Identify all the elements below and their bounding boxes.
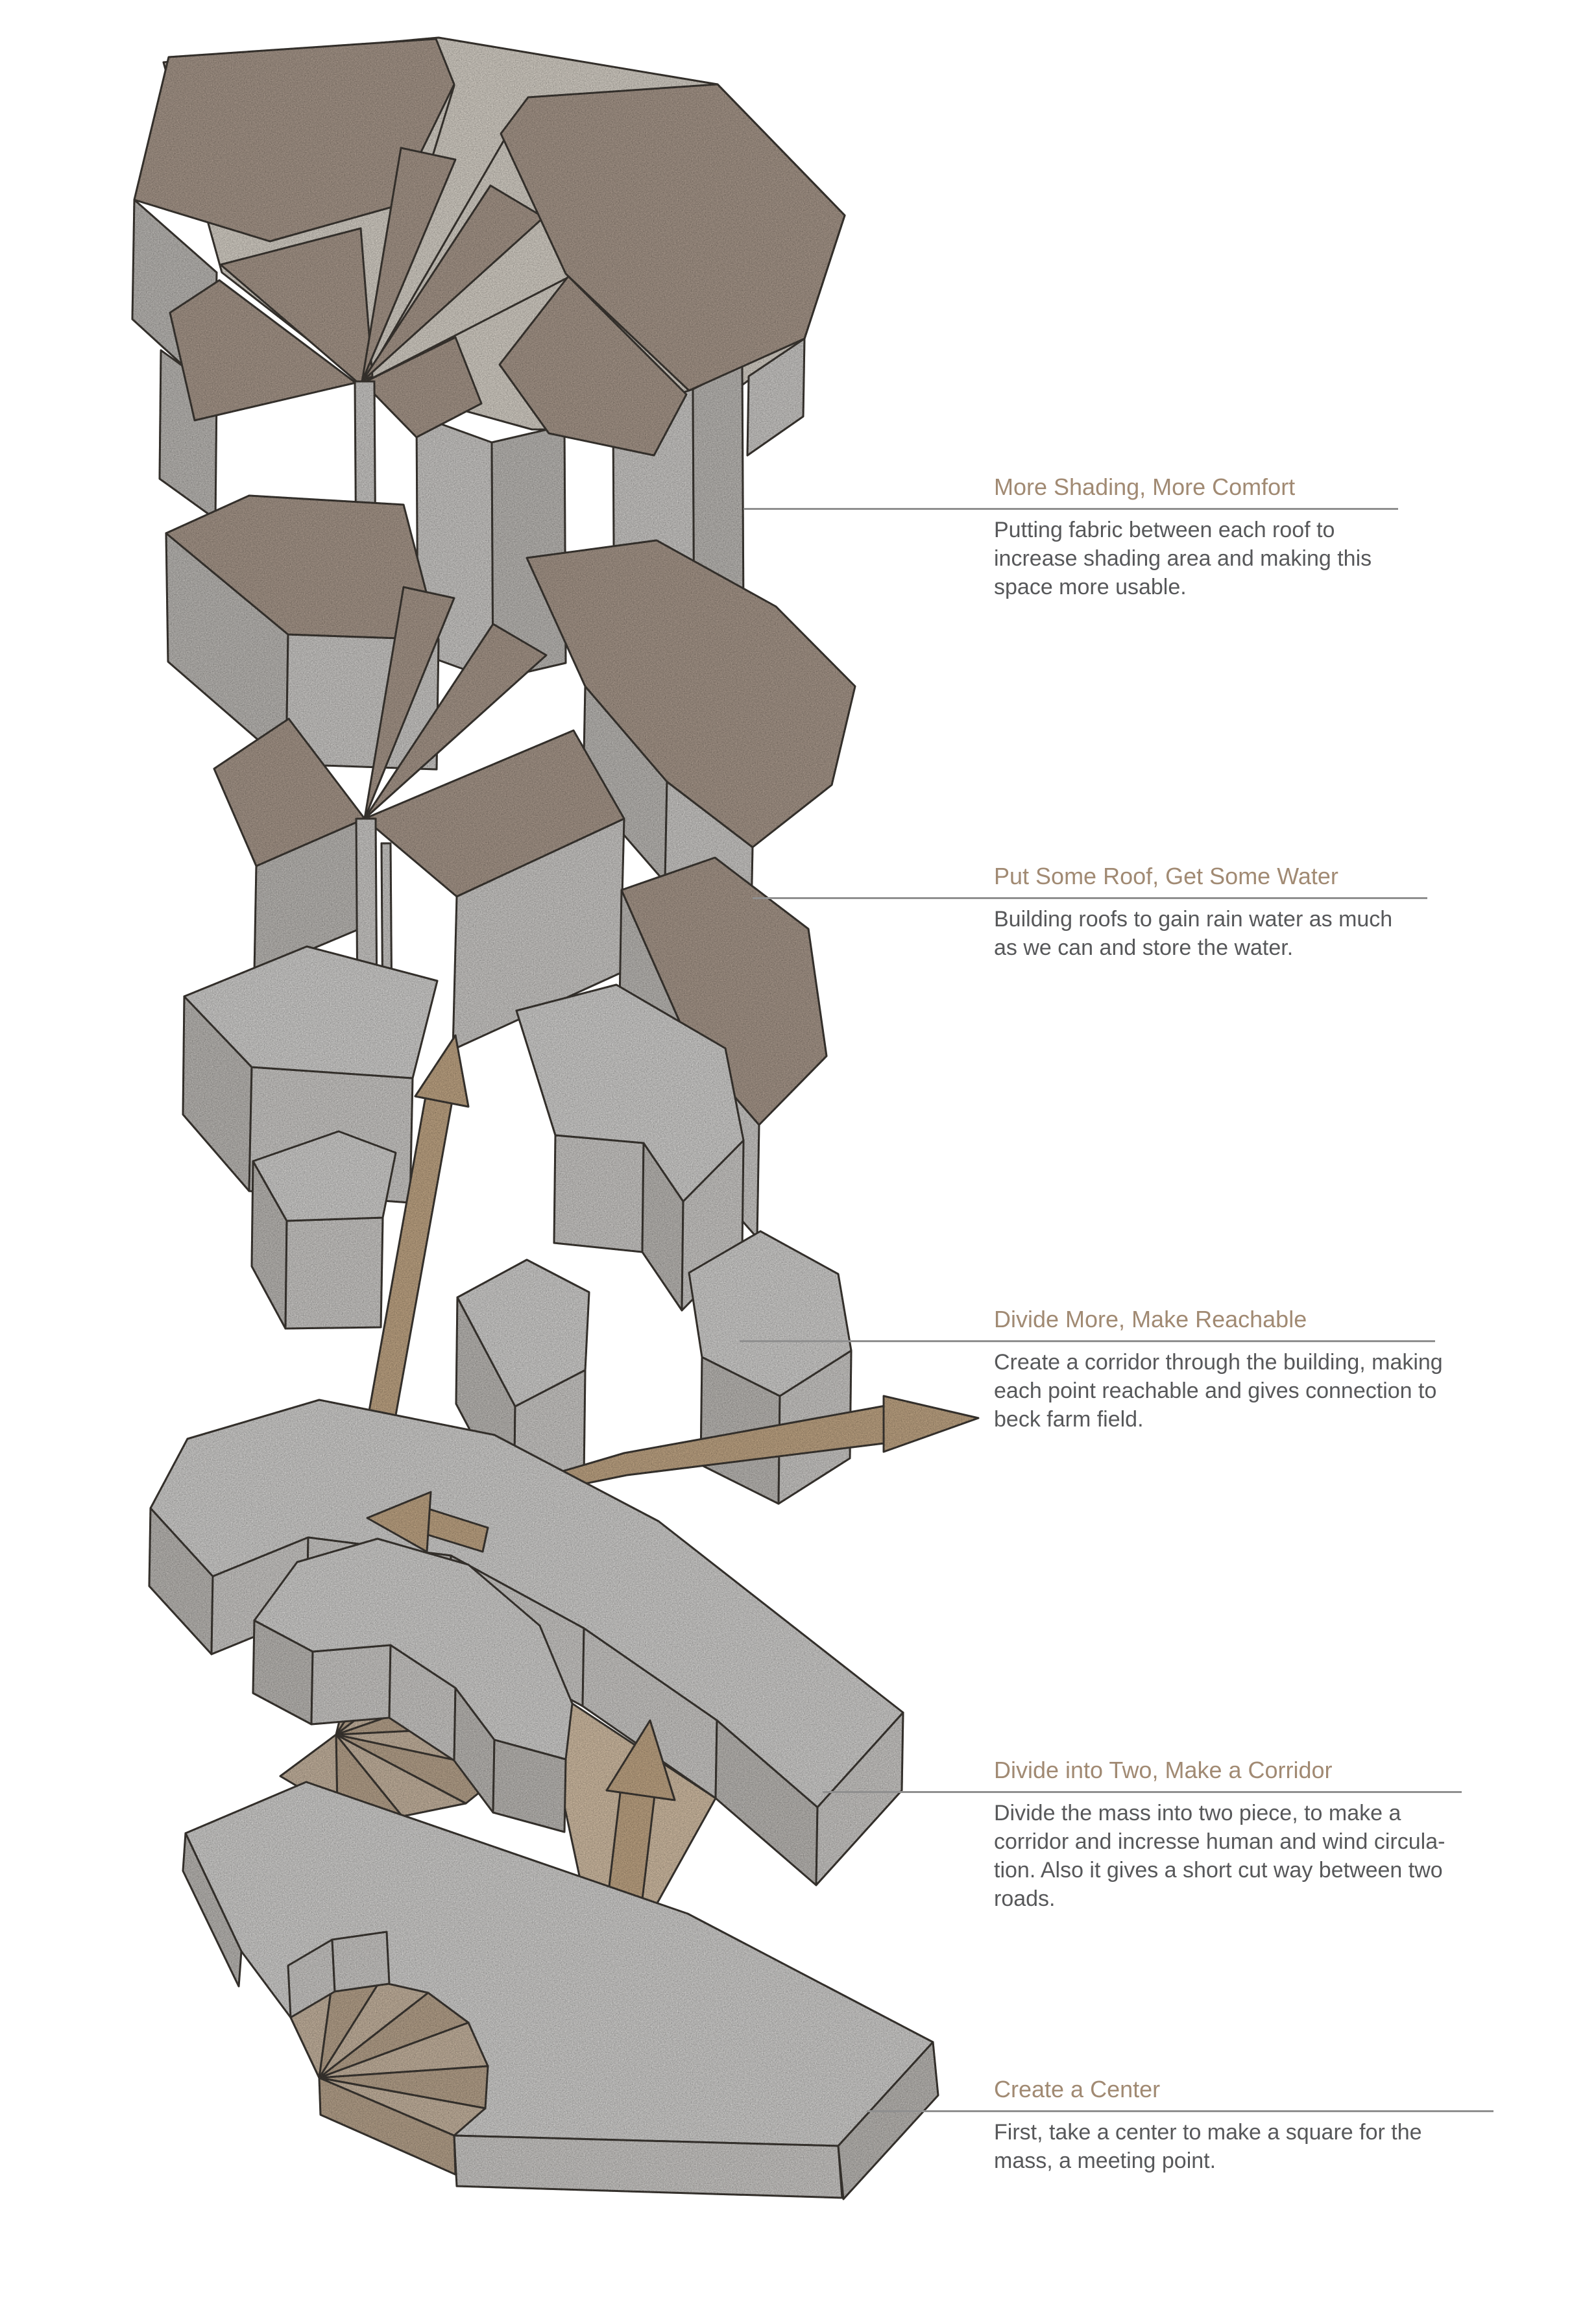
annotation-divide-into-two <box>823 1756 1462 1913</box>
leader-rule <box>867 2110 1493 2112</box>
step-description: Create a corridor through the building, making each point reachable and gives connection to beck farm field. <box>994 1350 1443 1432</box>
leader-rule <box>753 897 1427 899</box>
leader-rule <box>823 1791 1462 1793</box>
annotation-put-some-roof <box>753 862 1427 962</box>
step-title: Divide More, Make Reachable <box>994 1306 1307 1332</box>
annotation-divide-more <box>740 1305 1443 1434</box>
step-title: Create a Center <box>994 2076 1161 2102</box>
leader-rule <box>740 1340 1435 1342</box>
leader-rule <box>744 508 1398 510</box>
step-description: Putting fabric between each roof to increase shading area and making this space more usable. <box>994 518 1372 599</box>
step-description: Building roofs to gain rain water as much as we can and store the water. <box>994 907 1393 960</box>
step-title: Divide into Two, Make a Corridor <box>994 1757 1333 1783</box>
step-title: More Shading, More Comfort <box>994 474 1296 500</box>
step-title: Put Some Roof, Get Some Water <box>994 863 1338 889</box>
annotation-more-shading <box>744 473 1398 601</box>
annotation-create-a-center <box>867 2075 1493 2175</box>
step-description: Divide the mass into two piece, to make a corridor and incresse human and wind circula- tion. Also it gives a short cut way between two roads. <box>994 1801 1445 1911</box>
step-description: First, take a center to make a square for the mass, a meeting point. <box>994 2120 1422 2173</box>
